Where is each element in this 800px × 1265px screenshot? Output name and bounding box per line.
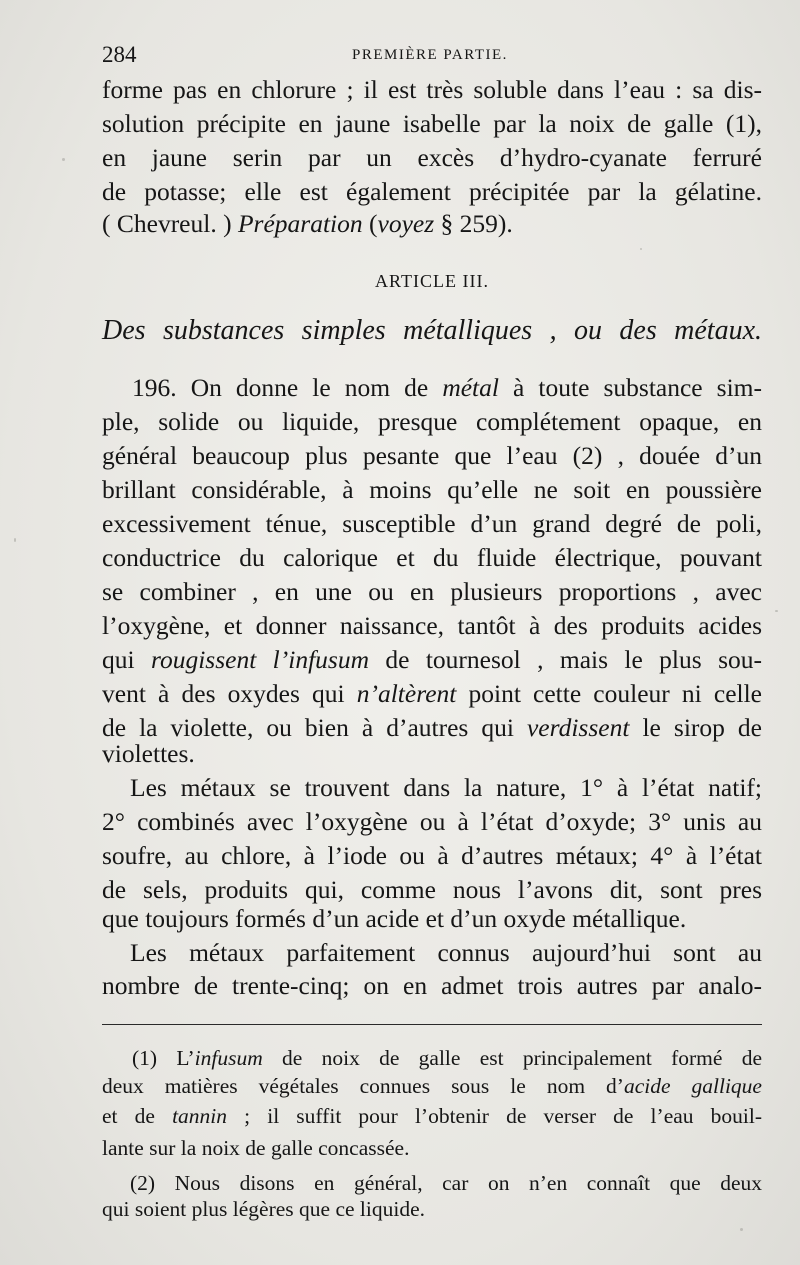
italic-text: Préparation [237,209,363,238]
section-title: Des substances simples métalliques , ou des métaux. [102,315,762,346]
footnote-line [130,1170,762,1196]
text-run: général beaucoup plus pesante que l’eau (2) , douée d’un [102,441,762,470]
text-run: forme pas en chlorure ; il est très soluble dans l’eau : sa dis- [102,75,762,104]
text-line [102,839,762,873]
footnote-rule [102,1024,762,1025]
text-line [102,507,762,541]
text-line [102,643,762,677]
italic-text: rougissent l’infusum [150,645,369,674]
italic-text: tannin [172,1104,228,1128]
text-line [102,175,762,209]
paper-speck [640,248,642,250]
footnote-line [132,1045,762,1071]
text-line [102,609,762,643]
text-run: l’oxygène, et donner naissance, tantôt à des produits acides [102,611,762,640]
text-line [102,141,762,175]
text-run: à toute substance sim- [498,373,763,402]
text-line [102,902,762,936]
text-run: nombre de trente-cinq; on en admet trois autres par analo- [102,971,762,1000]
text-run: ple, solide ou liquide, presque complétement opaque, en [102,407,762,436]
text-line [102,677,762,711]
text-run: point cette couleur ni celle [456,679,762,708]
text-run: qui [102,645,151,674]
text-line [102,405,762,439]
italic-text: acide gallique [623,1074,762,1098]
footnote-line [102,1135,762,1161]
text-line [102,473,762,507]
text-run: brillant considérable, à moins qu’elle ne soit en poussière [102,475,762,504]
italic-text: verdissent [526,713,630,742]
text-run: deux matières végétales connues sous le nom d’ [102,1074,624,1098]
text-run: de noix de galle est principalement formé de [262,1046,762,1070]
text-run: (1) L’ [132,1046,195,1070]
italic-text: n’altèrent [356,679,457,708]
paper-speck [775,610,778,612]
text-run: 196. On donne le nom de [132,373,443,402]
article-heading: ARTICLE III. [375,271,489,291]
paper-speck [14,538,16,542]
text-run: de tournesol , mais le plus sou- [369,645,762,674]
text-run: soufre, au chlore, à l’iode ou à d’autres métaux; 4° à l’état [102,841,762,870]
paper-speck [740,1228,743,1231]
text-run: ( Chevreul. ) [102,209,238,238]
italic-text: voyez [377,209,435,238]
text-line [102,207,762,241]
text-run: de la violette, ou bien à d’autres qui [102,713,527,742]
text-line [102,737,762,771]
text-run: 2° combinés avec l’oxygène ou à l’état d’oxyde; 3° unis au [102,807,762,836]
page-number: 284 [102,42,137,67]
text-line [102,541,762,575]
text-run: qui soient plus légères que ce liquide. [102,1197,426,1221]
text-run: solution précipite en jaune isabelle par la noix de galle (1), [102,109,762,138]
running-head: PREMIÈRE PARTIE. [352,47,508,63]
text-run: et de [102,1104,173,1128]
text-line [102,969,762,1003]
text-run: lante sur la noix de galle concassée. [102,1136,410,1160]
text-run: se combiner , en une ou en plusieurs proportions , avec [102,577,762,606]
text-run: ; il suffit pour l’obtenir de verser de l’eau bouil- [227,1104,763,1128]
text-run: de potasse; elle est également précipitée par la gélatine. [102,177,762,206]
text-run: que toujours formés d’un acide et d’un oxyde métallique. [102,904,687,933]
text-line [102,107,762,141]
text-run: excessivement ténue, susceptible d’un grand degré de poli, [102,509,762,538]
text-line [130,936,762,970]
text-line [102,805,762,839]
text-run: le sirop de [629,713,762,742]
text-line [102,575,762,609]
text-run: vent à des oxydes qui [102,679,357,708]
text-line [130,771,762,805]
footnote-line [102,1073,762,1099]
text-line [102,73,762,107]
text-run: (2) Nous disons en général, car on n’en connaît que deux [130,1171,762,1195]
text-run: Les métaux se trouvent dans la nature, 1° à l’état natif; [130,773,762,802]
text-run: violettes. [102,739,195,768]
text-run: conductrice du calorique et du fluide électrique, pouvant [102,543,762,572]
footnote-line [102,1196,762,1222]
footnote-line [102,1103,762,1129]
italic-text: infusum [194,1046,263,1070]
text-run: ( [362,209,378,238]
italic-text: métal [442,373,499,402]
text-run: § 259). [434,209,513,238]
text-run: en jaune serin par un excès d’hydro-cyanate ferruré [102,143,762,172]
text-line [102,439,762,473]
text-line [132,371,762,405]
paper-speck [62,158,65,161]
text-run: de sels, produits qui, comme nous l’avons dit, sont pres [102,875,762,904]
text-run: Les métaux parfaitement connus aujourd’hui sont au [130,938,762,967]
